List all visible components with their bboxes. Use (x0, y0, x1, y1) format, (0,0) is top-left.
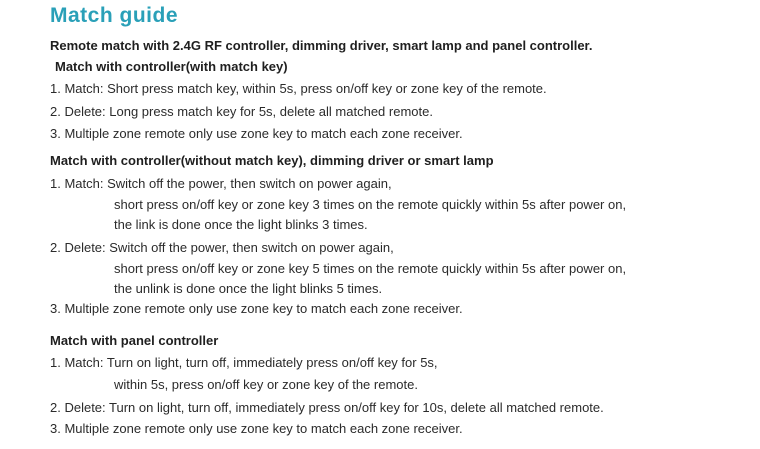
list-item: 2. Delete: Turn on light, turn off, immediately press on/off key for 10s, delete all matched remote. (50, 400, 604, 415)
list-item: 1. Match: Switch off the power, then switch on power again, (50, 176, 392, 191)
intro-heading: Remote match with 2.4G RF controller, dimming driver, smart lamp and panel controller. (50, 38, 593, 53)
section-heading-without-match-key: Match with controller(without match key), dimming driver or smart lamp (50, 153, 494, 168)
list-item: 3. Multiple zone remote only use zone key to match each zone receiver. (50, 421, 463, 436)
section-heading-with-match-key: Match with controller(with match key) (55, 59, 288, 74)
list-item-continuation: the link is done once the light blinks 3 times. (114, 217, 368, 232)
page-title: Match guide (50, 4, 179, 27)
list-item: 1. Match: Short press match key, within 5s, press on/off key or zone key of the remote. (50, 81, 547, 96)
list-item-continuation: the unlink is done once the light blinks 5 times. (114, 281, 383, 296)
list-item: 2. Delete: Switch off the power, then switch on power again, (50, 240, 394, 255)
list-item: 3. Multiple zone remote only use zone key to match each zone receiver. (50, 301, 463, 316)
list-item-continuation: short press on/off key or zone key 5 times on the remote quickly within 5s after power on, (114, 261, 627, 276)
section-heading-panel-controller: Match with panel controller (50, 333, 219, 348)
list-item-continuation: within 5s, press on/off key or zone key of the remote. (114, 377, 418, 392)
list-item-continuation: short press on/off key or zone key 3 times on the remote quickly within 5s after power on, (114, 197, 627, 212)
list-item: 1. Match: Turn on light, turn off, immediately press on/off key for 5s, (50, 355, 438, 370)
list-item: 2. Delete: Long press match key for 5s, delete all matched remote. (50, 104, 433, 119)
list-item: 3. Multiple zone remote only use zone key to match each zone receiver. (50, 126, 463, 141)
